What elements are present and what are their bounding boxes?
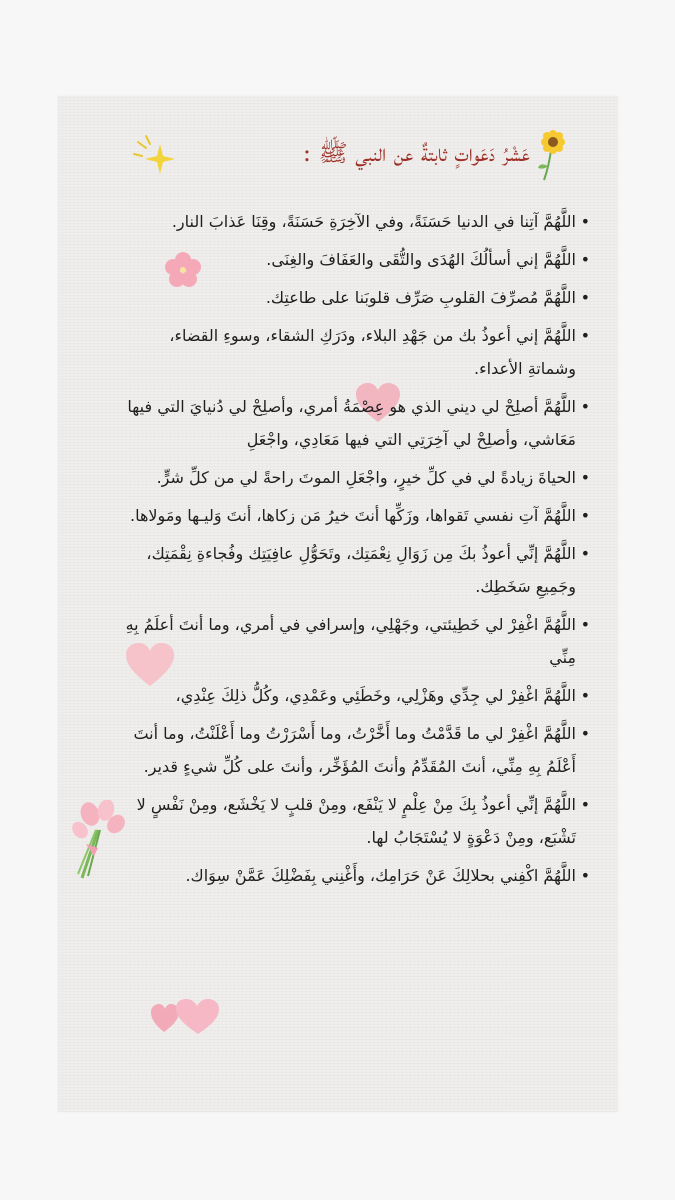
list-item: • اللَّهُمَّ اغْفِرْ لي ما قَدَّمْتُ وما أَخَّرْتُ، وما أَسْرَرْتُ وما أَعْلَنْتُ، وما أنتَ أَعْلَمُ بِهِ مِنِّي، أنتَ المُقَدِّمُ وأنتَ المُؤَخِّر، وأنتَ على كُلِّ شيءٍ قدير.: [118, 717, 590, 783]
list-item: • اللَّهُمَّ أصلِحْ لي ديني الذي هو عِصْمَةُ أمري، وأصلِحْ لي دُنيايَ التي فيها مَعَاشي، وأصلِحْ لي آخِرَتِي التي فيها مَعَادِي، واجْعَلِ: [118, 390, 590, 456]
sunflower-icon: [534, 130, 568, 182]
list-item: • اللَّهُمَّ مُصرِّفَ القلوبِ صَرِّف قلوبَنا على طاعتِك.: [118, 281, 590, 314]
list-item: • اللَّهُمَّ إنِّي أعوذُ بكَ مِن زَوَالِ نِعْمَتِك، وتَحَوُّلِ عافِيَتِك وفُجاءةِ نِقْمَتِك، وجَمِيعِ سَخَطِك.: [118, 537, 590, 603]
heart-icon: [150, 998, 220, 1036]
list-item: • اللَّهُمَّ إني أسألُكَ الهُدَى والتُّقَى والعَفَافَ والغِنَى.: [118, 243, 590, 276]
sparkle-icon: [130, 134, 180, 180]
list-item: • اللَّهُمَّ آتِ نفسي تَقواها، وزَكِّها أنتَ خيرُ مَن زكاها، أنتَ وَليـها ومَولاها.: [118, 499, 590, 532]
list-item: • اللَّهُمَّ اغْفِرْ لي خَطِيئتي، وجَهْلِي، وإسرافي في أمري، وما أنتَ أعلَمُ بِهِ مِنِّي: [118, 608, 590, 674]
list-item: • اللَّهُمَّ إنِّي أعوذُ بِكَ مِنْ عِلْمٍ لا يَنْفَع، ومِنْ قلبٍ لا يَخْشَع، ومِنْ نَفْسٍ لا تَشْبَع، ومِنْ دَعْوَةٍ لا يُسْتَجَابُ لها.: [118, 788, 590, 854]
page-title: عَشْرُ دَعَواتٍ ثابتةٌ عن النبي ﷺ :: [302, 139, 530, 167]
list-item: • الحياةَ زيادةً لي في كلِّ خيرٍ، واجْعَلِ الموتَ راحةً لي من كلِّ شرٍّ.: [118, 461, 590, 494]
dua-list: [118, 205, 590, 897]
title-row: [58, 128, 618, 192]
list-item: • اللَّهُمَّ آتِنا في الدنيا حَسَنَةً، وفي الآخِرَةِ حَسَنَةً، وقِنَا عَذابَ النار.: [118, 205, 590, 238]
list-item: • اللَّهُمَّ اكْفِني بحلالِكَ عَنْ حَرَامِك، وأَغْنِني بِفَضْلِكَ عَمَّنْ سِوَاك.: [118, 859, 590, 892]
list-item: • اللَّهُمَّ اغْفِرْ لي جِدِّي وهَزْلِي، وخَطَئِي وعَمْدِي، وكُلُّ ذلِكَ عِنْدِي،: [118, 679, 590, 712]
list-item: • اللَّهُمَّ إني أعوذُ بك من جَهْدِ البلاء، ودَرَكِ الشقاء، وسوءِ القضاء، وشماتةِ الأعداء.: [118, 319, 590, 385]
